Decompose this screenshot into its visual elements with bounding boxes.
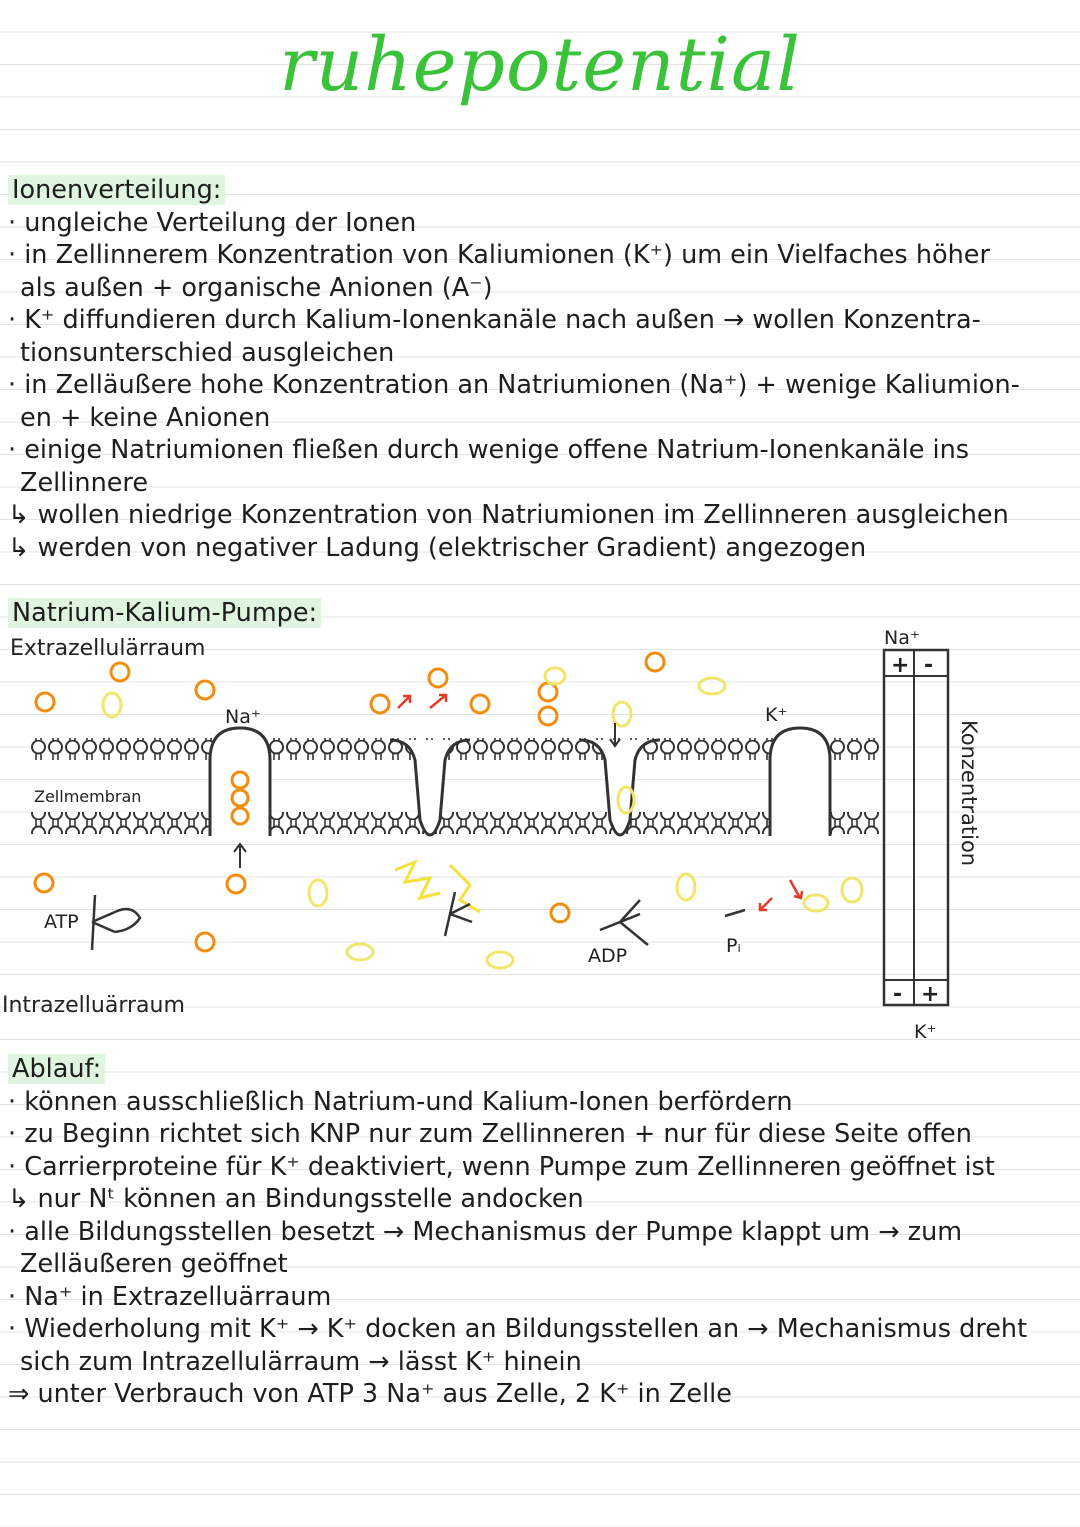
ablauf-line: · können ausschließlich Natrium-und Kalium-Ionen berfördern bbox=[8, 1086, 793, 1117]
pump-diagram bbox=[0, 600, 1080, 1045]
page-title: ruhepotential bbox=[279, 22, 801, 108]
konzentration-label: Konzentration bbox=[957, 720, 981, 867]
ablauf-line: · Carrierproteine für K⁺ deaktiviert, wenn Pumpe zum Zellinneren geöffnet ist bbox=[8, 1151, 995, 1182]
scale-plus-bottom: + bbox=[921, 982, 940, 1007]
concentration-scale bbox=[884, 627, 981, 1043]
phosphate-icon bbox=[725, 910, 745, 916]
ionen-line: · einige Natriumionen fließen durch wenige offene Natrium-Ionenkanäle ins bbox=[8, 435, 970, 465]
atp-molecule-icon bbox=[92, 895, 140, 950]
ablauf-line: sich zum Intrazellulärraum → lässt K⁺ hinein bbox=[20, 1346, 582, 1377]
ablauf-section bbox=[8, 1053, 1076, 1411]
adp-label: ADP bbox=[588, 945, 628, 967]
atp-label: ATP bbox=[44, 911, 79, 933]
membrane-label: Zellmembran bbox=[34, 787, 142, 806]
ionen-heading: Ionenverteilung: bbox=[8, 175, 225, 205]
ionen-line: als außen + organische Anionen (A⁻) bbox=[20, 272, 493, 303]
ablauf-line: · alle Bildungsstellen besetzt → Mechanismus der Pumpe klappt um → zum bbox=[8, 1216, 963, 1247]
ionen-line: Zellinnere bbox=[20, 467, 149, 498]
adp-molecule-icon bbox=[600, 900, 648, 945]
arrow-release-icon bbox=[760, 898, 772, 910]
ionen-line: · in Zelläußere hohe Konzentration an Natriumionen (Na⁺) + wenige Kaliumion- bbox=[8, 370, 1020, 400]
ionen-line: ↳ werden von negativer Ladung (elektrischer Gradient) angezogen bbox=[8, 532, 867, 563]
atp-split-icon bbox=[445, 892, 472, 936]
ionen-line: tionsunterschied ausgleichen bbox=[20, 337, 395, 368]
ablauf-heading: Ablauf: bbox=[8, 1054, 105, 1084]
intrazellular-label: Intrazelluärraum bbox=[2, 993, 185, 1018]
scale-na-label: Na⁺ bbox=[884, 627, 920, 649]
ionen-line: · ungleiche Verteilung der Ionen bbox=[8, 207, 417, 238]
ablauf-line: · Na⁺ in Extrazelluärraum bbox=[8, 1281, 332, 1312]
extrazellular-label: Extrazellulärraum bbox=[10, 636, 206, 661]
ablauf-line: Zelläußeren geöffnet bbox=[20, 1249, 288, 1279]
pumpe-heading: Natrium-Kalium-Pumpe: bbox=[8, 598, 321, 628]
extracellular-ions bbox=[36, 653, 725, 726]
ionen-line: · K⁺ diffundieren durch Kalium-Ionenkanäle nach außen → wollen Konzentra- bbox=[8, 305, 981, 335]
ablauf-line: · Wiederholung mit K⁺ → K⁺ docken an Bildungsstellen an → Mechanismus dreht bbox=[8, 1314, 1028, 1344]
ablauf-line: · zu Beginn richtet sich KNP nur zum Zellinneren + nur für diese Seite offen bbox=[8, 1119, 972, 1149]
pump-protein-open-inside bbox=[210, 728, 270, 836]
arrow-up-icon bbox=[234, 844, 246, 868]
scale-k-label: K⁺ bbox=[914, 1021, 937, 1043]
ablauf-line: ↳ nur Nᵗ können an Bindungsstelle andocken bbox=[8, 1184, 584, 1214]
scale-minus-top: - bbox=[924, 653, 934, 678]
na-ion bbox=[227, 875, 245, 893]
ionen-section bbox=[8, 174, 1076, 564]
ionen-line: · in Zellinnerem Konzentration von Kaliumionen (K⁺) um ein Vielfaches höher bbox=[8, 240, 990, 270]
k-label: K⁺ bbox=[765, 704, 788, 726]
ionen-line: en + keine Anionen bbox=[20, 402, 271, 433]
scale-minus-bottom: - bbox=[893, 982, 903, 1007]
ionen-line: ↳ wollen niedrige Konzentration von Natriumionen im Zellinneren ausgleichen bbox=[8, 500, 1009, 530]
na-label: Na⁺ bbox=[225, 706, 261, 728]
ablauf-line: ⇒ unter Verbrauch von ATP 3 Na⁺ aus Zelle, 2 K⁺ in Zelle bbox=[8, 1379, 732, 1409]
arrow-release-icon bbox=[790, 880, 802, 898]
pump-protein-k-release bbox=[770, 728, 830, 836]
scale-plus-top: + bbox=[891, 653, 910, 678]
arrow-out-icon bbox=[430, 695, 446, 708]
pi-label: Pᵢ bbox=[726, 935, 741, 957]
arrow-out-icon bbox=[398, 696, 410, 708]
